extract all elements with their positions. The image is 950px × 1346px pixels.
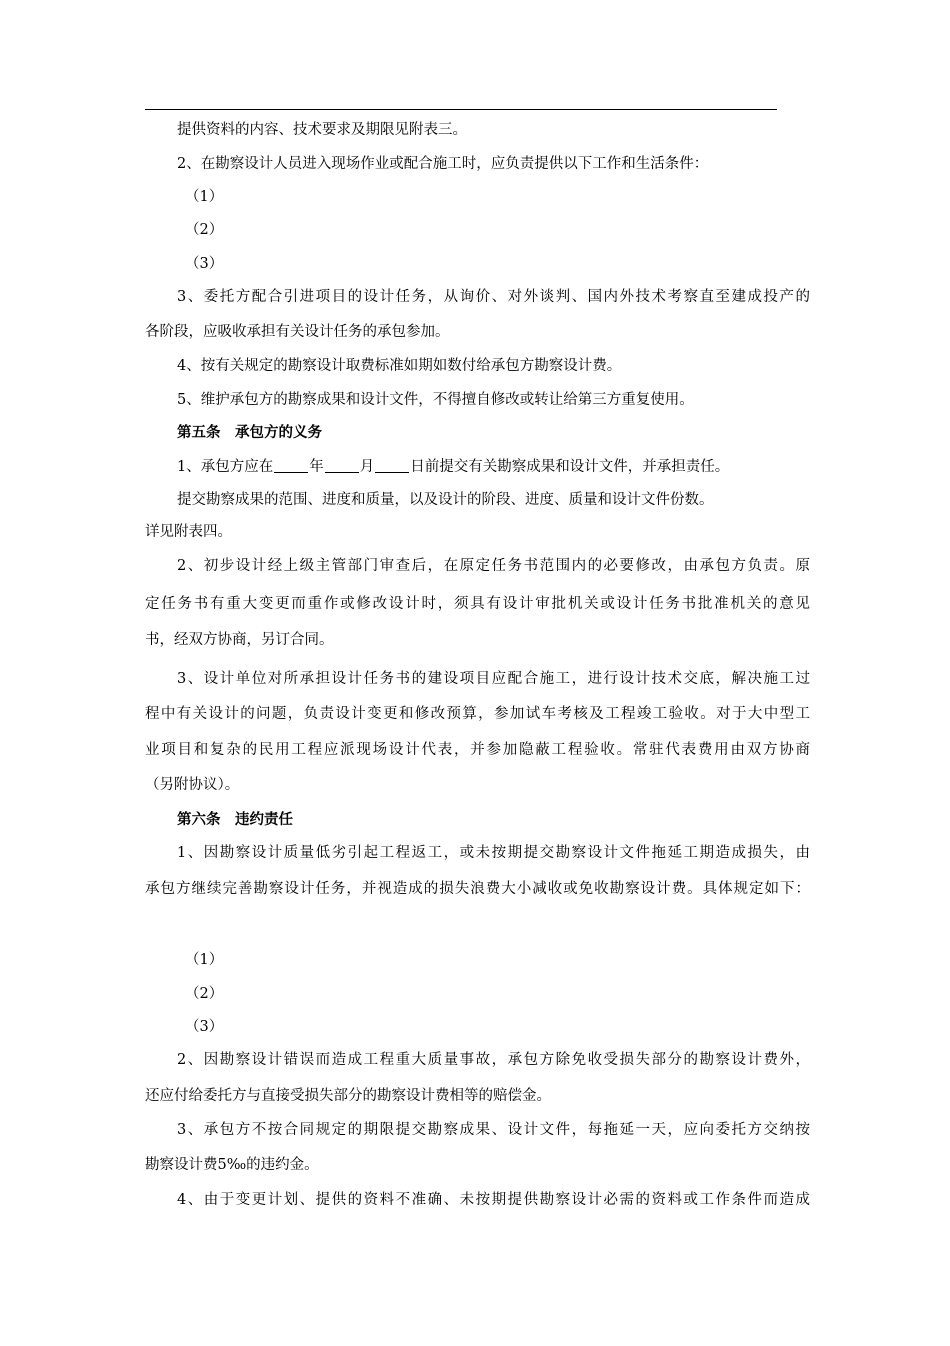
text-line: 3、设计单位对所承担设计任务书的建设项目应配合施工，进行设计技术交底，解决施工过 (177, 671, 810, 687)
text-line: 2、因勘察设计错误而造成工程重大质量事故，承包方除免收受损失部分的勘察设计费外， (177, 1052, 810, 1068)
text-line: 1、因勘察设计质量低劣引起工程返工，或未按期提交勘察设计文件拖延工期造成损失，由 (177, 845, 810, 861)
text-fragment: 月 (359, 459, 375, 475)
list-item: （2） (185, 222, 224, 238)
text-line: 书，经双方协商，另订合同。 (145, 632, 334, 648)
text-fragment: 日前提交有关勘察成果和设计文件，并承担责任。 (410, 459, 730, 475)
list-item: （1） (185, 189, 224, 205)
text-line: 4、按有关规定的勘察设计取费标准如期如数付给承包方勘察设计费。 (177, 358, 622, 374)
list-item: （3） (185, 1019, 224, 1035)
text-line: 定任务书有重大变更而重作或修改设计时，须具有设计审批机关或设计任务书批准机关的意见 (145, 596, 810, 612)
text-line: 还应付给委托方与直接受损失部分的勘察设计费相等的赔偿金。 (145, 1088, 551, 1104)
text-line: 5、维护承包方的勘察成果和设计文件，不得擅自修改或转让给第三方重复使用。 (177, 392, 694, 408)
text-line: 3、承包方不按合同规定的期限提交勘察成果、设计文件，每拖延一天，应向委托方交纳按 (177, 1122, 810, 1138)
text-line: 详见附表四。 (145, 524, 232, 540)
text-line-with-blanks (177, 457, 810, 477)
text-line: 2、初步设计经上级主管部门审查后，在原定任务书范围内的必要修改，由承包方负责。原 (177, 558, 810, 574)
text-line: 提交勘察成果的范围、进度和质量，以及设计的阶段、进度、质量和设计文件份数。 (177, 492, 714, 508)
header-rule (145, 109, 777, 110)
text-line: 程中有关设计的问题，负责设计变更和修改预算，参加试车考核及工程竣工验收。对于大中型工 (145, 706, 810, 722)
text-fragment: 年 (309, 459, 324, 475)
text-fragment: 1、承包方应在 (177, 459, 274, 475)
text-line: 勘察设计费5‰的违约金。 (145, 1157, 319, 1173)
text-line: 4、由于变更计划、提供的资料不准确、未按期提供勘察设计必需的资料或工作条件而造成 (177, 1192, 810, 1208)
section-heading-article-5: 第五条 承包方的义务 (177, 424, 322, 441)
list-item: （3） (185, 256, 224, 272)
blank-month (325, 458, 359, 473)
section-heading-article-6: 第六条 违约责任 (177, 811, 293, 828)
text-line: 2、在勘察设计人员进入现场作业或配合施工时，应负责提供以下工作和生活条件： (177, 156, 709, 172)
text-line: 3、委托方配合引进项目的设计任务，从询价、对外谈判、国内外技术考察直至建成投产的 (177, 289, 810, 305)
text-line: 业项目和复杂的民用工程应派现场设计代表，并参加隐蔽工程验收。常驻代表费用由双方协商 (145, 742, 810, 758)
text-line: 提供资料的内容、技术要求及期限见附表三。 (177, 122, 467, 138)
list-item: （2） (185, 986, 224, 1002)
text-line: 各阶段，应吸收承担有关设计任务的承包参加。 (145, 324, 450, 340)
list-item: （1） (185, 952, 224, 968)
blank-day (375, 458, 409, 473)
blank-year (274, 458, 308, 473)
text-line: （另附协议）。 (145, 777, 240, 793)
text-line: 承包方继续完善勘察设计任务，并视造成的损失浪费大小减收或免收勘察设计费。具体规定如下： (145, 881, 810, 897)
